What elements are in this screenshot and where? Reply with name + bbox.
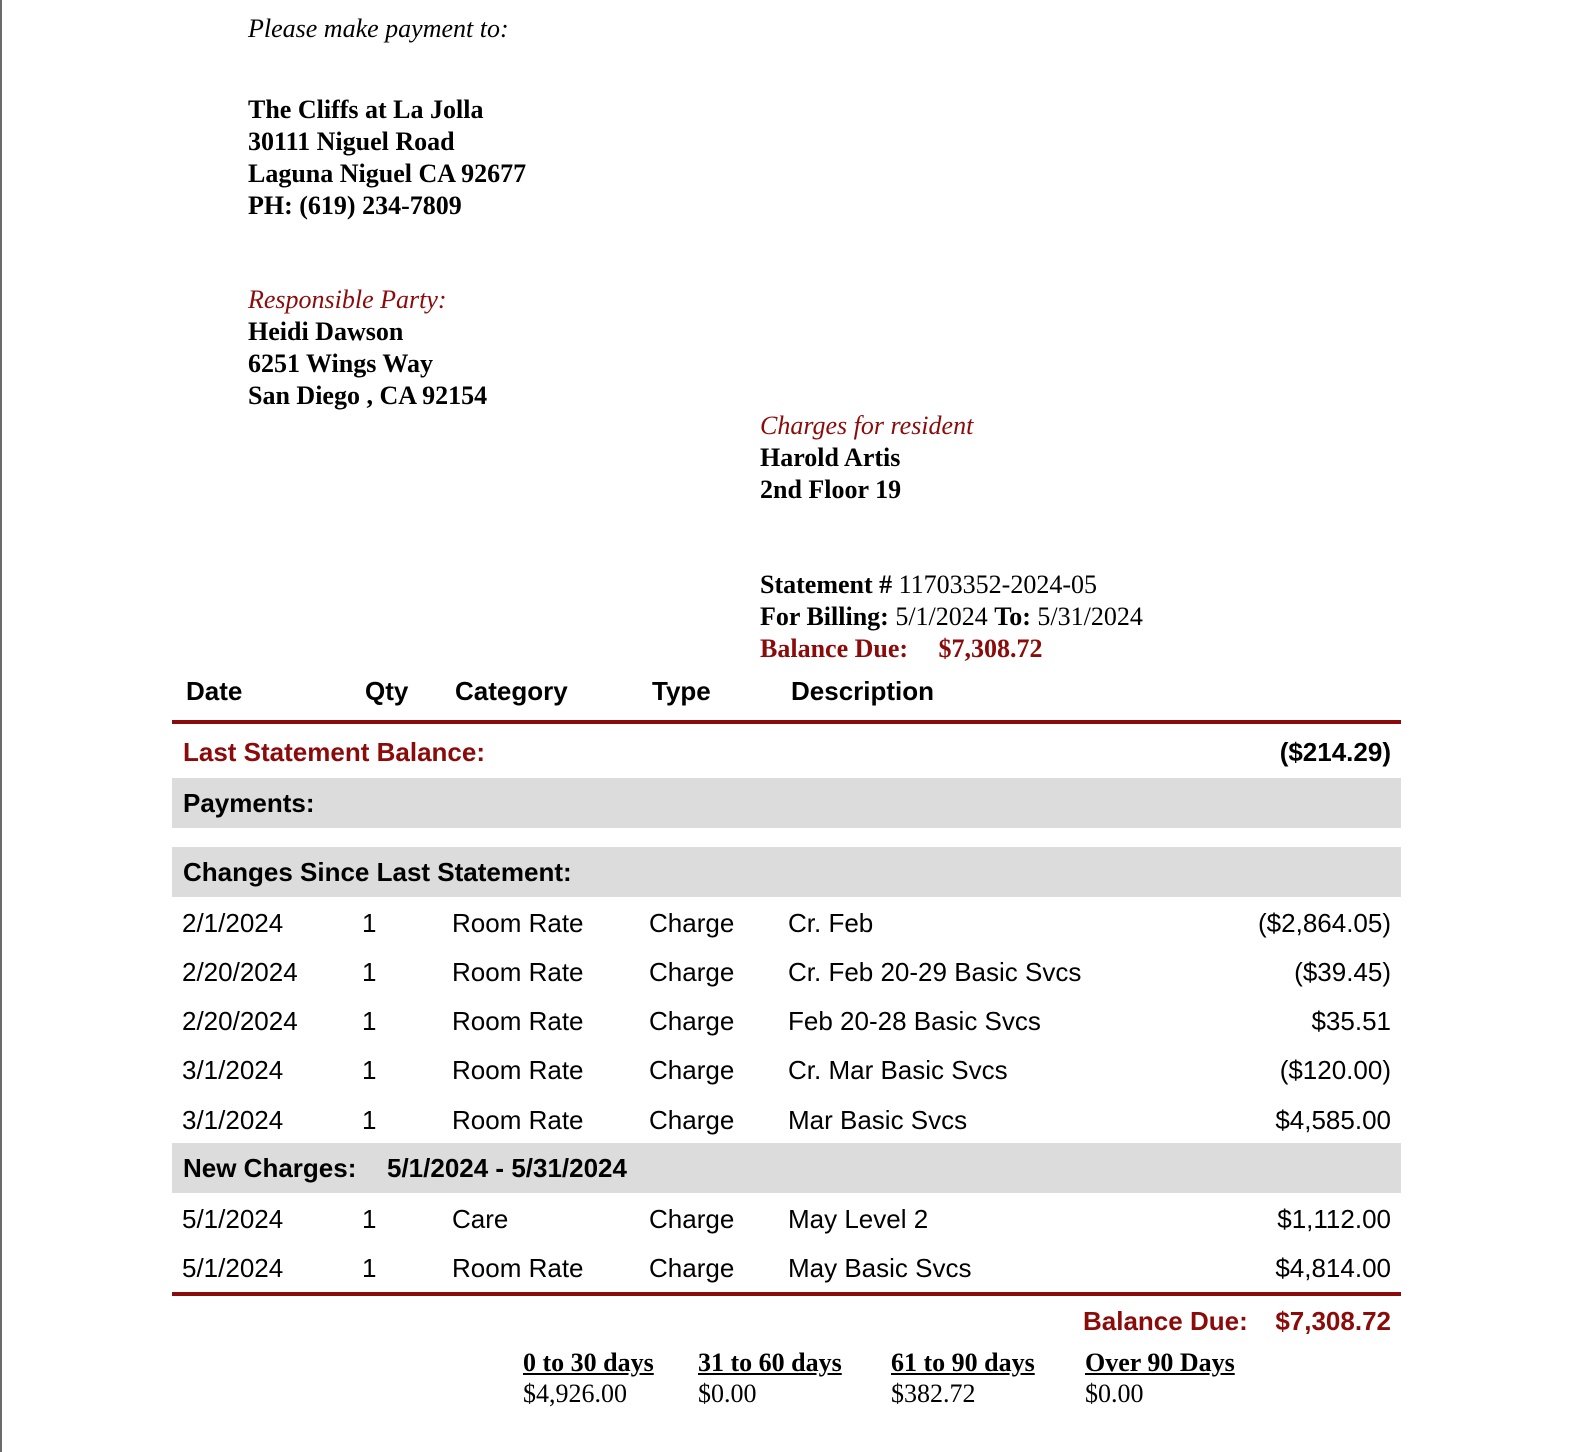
- table-row-amount: $35.51: [1311, 1006, 1391, 1036]
- billing-to: 5/31/2024: [1037, 602, 1143, 631]
- payee-name: The Cliffs at La Jolla: [248, 95, 484, 124]
- table-row-date: 2/20/2024: [182, 957, 298, 987]
- table-row-amount: $4,585.00: [1275, 1105, 1391, 1135]
- payee-address: [248, 94, 526, 222]
- table-row-category: Room Rate: [452, 1055, 584, 1085]
- aging-label-61-90: 61 to 90 days: [891, 1348, 1035, 1377]
- table-row-type: Charge: [649, 908, 735, 938]
- table-row-description: Cr. Feb 20-29 Basic Svcs: [788, 957, 1082, 987]
- new-charges-period: 5/1/2024 - 5/31/2024: [387, 1153, 627, 1183]
- billing-from: 5/1/2024: [895, 602, 988, 631]
- col-description: Description: [791, 676, 935, 706]
- billing-period-row: [760, 601, 1143, 633]
- page-edge: [0, 0, 2, 1452]
- payment-to-label: Please make payment to:: [248, 14, 509, 43]
- table-row-date: 5/1/2024: [182, 1204, 284, 1234]
- table-row-amount: $1,112.00: [1277, 1204, 1391, 1234]
- payee-phone: PH: (619) 234-7809: [248, 191, 462, 220]
- statement-number-row: [760, 569, 1143, 601]
- responsible-party-street: 6251 Wings Way: [248, 349, 433, 378]
- col-category: Category: [455, 676, 568, 706]
- aging-value-31-60: $0.00: [698, 1379, 757, 1408]
- payments-section: [172, 778, 1401, 828]
- table-row-description: May Basic Svcs: [788, 1253, 972, 1283]
- table-row-date: 2/20/2024: [182, 1006, 298, 1036]
- table-row-qty: 1: [362, 957, 377, 987]
- table-row-amount: $4,814.00: [1275, 1253, 1391, 1283]
- col-type: Type: [652, 676, 711, 706]
- table-row-description: Feb 20-28 Basic Svcs: [788, 1006, 1041, 1036]
- aging-value-61-90: $382.72: [891, 1379, 976, 1408]
- table-row-type: Charge: [649, 1253, 735, 1283]
- table-row-category: Room Rate: [452, 908, 584, 938]
- responsible-party-name: Heidi Dawson: [248, 317, 404, 346]
- balance-due-value: $7,308.72: [938, 634, 1043, 663]
- table-row-type: Charge: [649, 1006, 735, 1036]
- table-row-category: Room Rate: [452, 1253, 584, 1283]
- balance-due-row: [760, 633, 1143, 665]
- last-balance-label: Last Statement Balance:: [183, 737, 485, 767]
- balance-due-label: Balance Due:: [760, 634, 909, 663]
- header-divider: [172, 720, 1401, 724]
- resident-label: Charges for resident: [760, 411, 974, 440]
- aging-value-over-90: $0.00: [1085, 1379, 1144, 1408]
- statement-info: [760, 569, 1143, 665]
- table-row-date: 2/1/2024: [182, 908, 284, 938]
- table-row-qty: 1: [362, 1055, 377, 1085]
- billing-label: For Billing:: [760, 602, 889, 631]
- payments-label: Payments:: [183, 788, 315, 818]
- payee-city: Laguna Niguel CA 92677: [248, 159, 527, 188]
- table-row-qty: 1: [362, 908, 377, 938]
- table-row-date: 5/1/2024: [182, 1253, 284, 1283]
- responsible-party: [248, 284, 487, 412]
- table-row-amount: ($120.00): [1279, 1055, 1391, 1085]
- table-row-amount: ($2,864.05): [1258, 908, 1391, 938]
- table-row-qty: 1: [362, 1105, 377, 1135]
- payee-street: 30111 Niguel Road: [248, 127, 455, 156]
- footer-balance-label: Balance Due:: [1083, 1306, 1248, 1336]
- table-row-description: May Level 2: [788, 1204, 929, 1234]
- responsible-party-city: San Diego , CA 92154: [248, 381, 488, 410]
- responsible-party-label: Responsible Party:: [248, 285, 447, 314]
- billing-to-label: To:: [994, 602, 1031, 631]
- resident-room: 2nd Floor 19: [760, 475, 902, 504]
- table-row-description: Mar Basic Svcs: [788, 1105, 968, 1135]
- table-row-description: Cr. Feb: [788, 908, 874, 938]
- table-row-category: Care: [452, 1204, 509, 1234]
- aging-label-over-90: Over 90 Days: [1085, 1348, 1235, 1377]
- table-row-description: Cr. Mar Basic Svcs: [788, 1055, 1008, 1085]
- col-date: Date: [186, 676, 243, 706]
- table-row-date: 3/1/2024: [182, 1055, 284, 1085]
- statement-number-label: Statement #: [760, 570, 893, 599]
- table-row-category: Room Rate: [452, 957, 584, 987]
- table-row-qty: 1: [362, 1006, 377, 1036]
- aging-value-0-30: $4,926.00: [523, 1379, 627, 1408]
- footer-divider: [172, 1292, 1401, 1296]
- statement-number: 11703352-2024-05: [898, 570, 1097, 599]
- table-row-qty: 1: [362, 1253, 377, 1283]
- aging-label-0-30: 0 to 30 days: [523, 1348, 654, 1377]
- table-row-type: Charge: [649, 1204, 735, 1234]
- table-row-type: Charge: [649, 957, 735, 987]
- table-row-type: Charge: [649, 1105, 735, 1135]
- table-row-category: Room Rate: [452, 1006, 584, 1036]
- table-row-amount: ($39.45): [1294, 957, 1391, 987]
- resident-name: Harold Artis: [760, 443, 901, 472]
- new-charges-label: New Charges:: [183, 1153, 357, 1183]
- changes-label: Changes Since Last Statement:: [183, 857, 572, 887]
- table-row-type: Charge: [649, 1055, 735, 1085]
- resident-info: [760, 410, 973, 506]
- col-qty: Qty: [365, 676, 409, 706]
- table-row-category: Room Rate: [452, 1105, 584, 1135]
- table-row-qty: 1: [362, 1204, 377, 1234]
- last-balance-amount: ($214.29): [1279, 737, 1391, 767]
- footer-balance-amount: $7,308.72: [1275, 1306, 1391, 1336]
- table-row-date: 3/1/2024: [182, 1105, 284, 1135]
- aging-label-31-60: 31 to 60 days: [698, 1348, 842, 1377]
